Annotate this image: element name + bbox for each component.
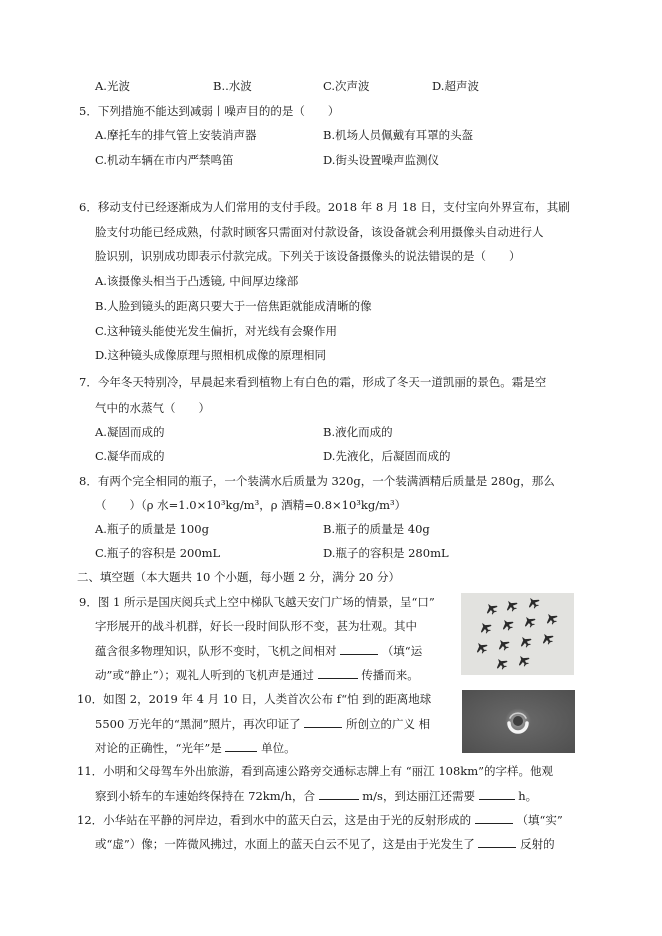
q12-line2-text-b: 反射的 [520, 837, 555, 851]
q6-option-a: A.该摄像头相当于凸透镜, 中间厚边缘部 [95, 274, 299, 288]
q9-line2: 字形展开的战斗机群，好长一段时间队形不变，甚为壮观。其中 [95, 619, 417, 633]
q4-option-c: C.次声波 [323, 79, 370, 93]
q10-line3-text-a: 对论的正确性，“光年”是 [95, 741, 222, 755]
q10-blank-2[interactable] [225, 739, 257, 752]
q11-line2-text-b: m/s，到达丽江还需要 [362, 789, 475, 803]
q11-line2 [95, 787, 537, 804]
q9-line1: 9．图 1 所示是国庆阅兵式上空中梯队飞越天安门广场的情景，呈“口” [79, 595, 435, 609]
q9-blank-1[interactable] [340, 642, 378, 655]
q10-line2 [95, 715, 430, 732]
q12-line1-text-a: 12．小华站在平静的河岸边，看到水中的蓝天白云，这是由于光的反射形成的 [77, 813, 472, 827]
q9-line3-text: 蕴含很多物理知识，队形不变时，飞机之间相对 [95, 644, 337, 658]
q9-blank-2[interactable] [318, 666, 358, 679]
q6-option-c: C.这种镜头能使光发生偏折，对光线有会聚作用 [95, 324, 338, 338]
q5-option-c: C.机动车辆在市内严禁鸣笛 [95, 153, 234, 167]
q12-line2 [95, 835, 555, 852]
q11-blank-2[interactable] [479, 787, 515, 800]
q9-line4-text-a: 动”或“静止”）；观礼人听到的飞机声是通过 [95, 668, 314, 682]
q12-line1-text-b: （填“实” [516, 813, 563, 827]
q8-option-c: C.瓶子的容积是 200mL [95, 546, 221, 560]
black-hole-illustration [462, 690, 575, 753]
q8-stem-line2: （ ）（ρ 水=1.0×10³kg/m³，ρ 酒精=0.8×10³kg/m³） [95, 498, 407, 512]
q11-line2-text-a: 察到小轿车的车速始终保持在 72km/h，合 [95, 789, 315, 803]
jets-illustration [461, 593, 574, 675]
q8-stem-line1: 8．有两个完全相同的瓶子，一个装满水后质量为 320g，一个装满酒精后质量是 280g，那么 [79, 474, 555, 488]
q8-option-d: D.瓶子的容积是 280mL [323, 546, 449, 560]
q5-option-d: D.街头设置噪声监测仪 [323, 153, 439, 167]
q8-option-a: A.瓶子的质量是 100g [95, 522, 209, 536]
q10-line1: 10．如图 2，2019 年 4 月 10 日，人类首次公布 f“怕 到的距离地球 [77, 692, 432, 706]
q11-line2-text-c: h。 [518, 789, 538, 803]
q7-option-a: A.凝固而成的 [95, 425, 165, 439]
q12-line1 [77, 811, 563, 828]
q9-line3-text-b: （填“运 [381, 644, 423, 658]
q4-option-d: D.超声波 [432, 79, 479, 93]
q10-line3-text-b: 单位。 [261, 741, 296, 755]
figure-1-jets-image [461, 593, 574, 675]
q6-option-b: B.人脸到镜头的距离只要大于一倍焦距就能成清晰的像 [95, 299, 372, 313]
q9-line3 [95, 642, 422, 659]
q5-option-b: B.机场人员佩戴有耳罩的头盔 [323, 128, 474, 142]
q10-line2-text-a: 5500 万光年的“黑洞”照片，再次印证了 [95, 717, 301, 731]
q7-option-b: B.液化而成的 [323, 425, 393, 439]
q10-line3 [95, 739, 296, 756]
q4-option-b: B..水波 [213, 79, 252, 93]
q12-blank-1[interactable] [475, 811, 513, 824]
q4-option-a: A.光波 [95, 79, 130, 93]
q7-option-c: C.凝华而成的 [95, 449, 165, 463]
q11-blank-1[interactable] [319, 787, 359, 800]
q10-line2-text-b: 所创立的广义 相 [346, 717, 431, 731]
figure-2-black-hole-image [462, 690, 575, 753]
q11-line1: 11．小明和父母驾车外出旅游，看到高速公路旁交通标志牌上有 “丽江 108km”的字样。他观 [77, 764, 554, 778]
q12-blank-2[interactable] [478, 835, 516, 848]
q6-stem-line2: 脸支付功能已经成熟，付款时顾客只需面对付款设备，该设备就会利用摄像头自动进行人 [95, 225, 544, 239]
q7-stem-line1: 7．今年冬天特别冷，早晨起来看到植物上有白色的霜，形成了冬天一道凯丽的景色。霜是空 [79, 375, 547, 389]
q5-stem: 5．下列措施不能达到减弱丨噪声目的的是（ ） [79, 104, 340, 118]
q9-line4-text-b: 传播而来。 [361, 668, 419, 682]
q9-line4 [95, 666, 419, 683]
q5-option-a: A.摩托车的排气管上安装消声器 [95, 128, 257, 142]
q10-blank-1[interactable] [304, 715, 342, 728]
q12-line2-text-a: 或“虚”）像；一阵微风拂过，水面上的蓝天白云不见了，这是由于光发生了 [95, 837, 475, 851]
q6-stem-line1: 6．移动支付已经逐渐成为人们常用的支付手段。2018 年 8 月 18 日，支付宝向外界宣布，其刷 [79, 200, 570, 214]
q7-stem-line2: 气中的水蒸气（ ） [95, 401, 210, 415]
q6-option-d: D.这种镜头成像原理与照相机成像的原理相同 [95, 348, 326, 362]
q7-option-d: D.先液化，后凝固而成的 [323, 449, 451, 463]
q8-option-b: B.瓶子的质量是 40g [323, 522, 430, 536]
section-heading: 二、填空题（本大题共 10 个小题，每小题 2 分，满分 20 分） [77, 570, 401, 584]
q6-stem-line3: 脸识别，识别成功即表示付款完成。下列关于该设备摄像头的说法错误的是（ ） [95, 249, 521, 263]
